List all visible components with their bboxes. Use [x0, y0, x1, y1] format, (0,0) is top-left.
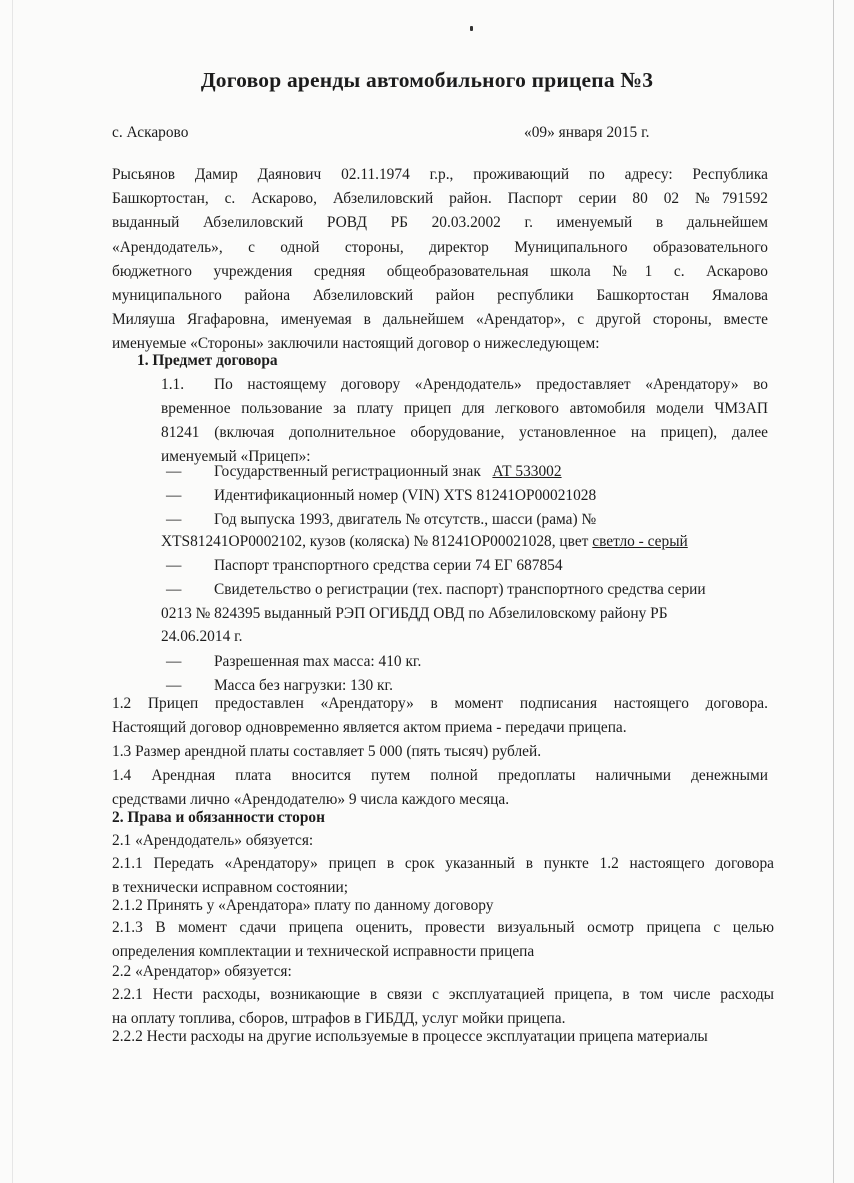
color-value: светло - серый	[592, 533, 688, 550]
chassis-text: XTS81241OP0002102, кузов (коляска) № 81241OP00021028, цвет	[161, 533, 589, 550]
cert-line3: 24.06.2014 г.	[161, 628, 243, 645]
max-mass-line	[166, 650, 421, 674]
p211-text: в технически исправном состоянии;	[112, 879, 349, 897]
section2-heading: 2. Права и обязанности сторон	[112, 809, 325, 826]
p22-paragraph: 2.2 «Арендатор» обязуется:	[112, 963, 292, 980]
p21-paragraph: 2.1 «Арендодатель» обязуется:	[112, 832, 314, 849]
year-text: Год выпуска 1993, двигатель № отсутств., шасси (рама) №	[214, 511, 597, 528]
chassis-line	[161, 530, 688, 554]
p11-line	[214, 373, 768, 397]
empty-mass-text: Масса без нагрузки: 130 кг.	[214, 677, 393, 694]
contract-place: с. Аскарово	[112, 124, 189, 141]
p13-paragraph: 1.3 Размер арендной платы составляет 5 000 (пять тысяч) рублей.	[112, 743, 542, 760]
dash-mark: —	[166, 557, 182, 574]
max-mass-text: Разрешенная max масса: 410 кг.	[214, 653, 422, 670]
p212-paragraph: 2.1.2 Принять у «Арендатора» плату по данному договору	[112, 897, 494, 914]
p11-text: 81241 (включая дополнительное оборудование, установленное на прицеп), далее	[161, 424, 768, 442]
intro-line: именуемые «Стороны» заключили настоящий договор о нижеследующем:	[112, 335, 600, 353]
p11-text: По настоящему договору «Арендодатель» предоставляет «Арендатору» во	[214, 376, 768, 393]
scan-edge-right	[833, 0, 834, 1183]
cert-text: Свидетельство о регистрации (тех. паспорт) транспортного средства серии	[214, 581, 706, 598]
dash-mark: —	[166, 677, 182, 694]
p221-text: на оплату топлива, сборов, штрафов в ГИБДД, услуг мойки прицепа.	[112, 1010, 566, 1028]
p11-continuation	[161, 397, 768, 470]
p213-paragraph	[112, 916, 774, 964]
intro-line: выданный Абзелиловский РОВД РБ 20.03.2002 г. именуемый в дальнейшем	[112, 214, 768, 232]
cert-line	[166, 578, 706, 602]
passport-line	[166, 554, 563, 578]
cert-line2: 0213 № 824395 выданный РЭП ОГИБДД ОВД по Абзелиловскому району РБ	[161, 605, 668, 622]
p12-paragraph	[112, 692, 768, 740]
p12-text: 1.2 Прицеп предоставлен «Арендатору» в момент подписания настоящего договора.	[112, 695, 768, 712]
year-line	[166, 508, 736, 532]
p213-text: определения комплектации и технической исправности прицепа	[112, 943, 535, 961]
reg-sign-value: АТ 533002	[492, 463, 562, 480]
dash-mark: —	[166, 653, 182, 670]
vin-line	[166, 484, 596, 508]
dash-mark: —	[166, 487, 182, 504]
p11-number: 1.1.	[161, 376, 185, 393]
scan-speck	[470, 26, 473, 31]
dash-mark: —	[166, 463, 182, 480]
intro-line: «Арендодатель», с одной стороны, директор Муниципального образовательного	[112, 238, 768, 256]
intro-line: Миляуша Ягафаровна, именуемая в дальнейшем «Арендатор», с другой стороны, вместе	[112, 311, 768, 329]
passport-text: Паспорт транспортного средства серии 74 ЕГ 687854	[214, 557, 563, 574]
reg-sign-line	[166, 460, 562, 484]
dash-mark: —	[166, 581, 182, 598]
intro-line: Рысьянов Дамир Даянович 02.11.1974 г.р., проживающий по адресу: Республика	[112, 166, 768, 183]
p222-paragraph: 2.2.2 Нести расходы на другие используемые в процессе эксплуатации прицепа материалы	[112, 1028, 708, 1045]
contract-date: «09» января 2015 г.	[524, 124, 650, 141]
p14-text: средствами лично «Арендодателю» 9 числа каждого месяца.	[112, 791, 510, 809]
vin-text: Идентификационный номер (VIN) XTS 81241OP00021028	[214, 487, 597, 504]
p211-text: 2.1.1 Передать «Арендатору» прицеп в срок указанный в пункте 1.2 настоящего договора	[112, 855, 774, 872]
p213-text: 2.1.3 В момент сдачи прицепа оценить, провести визуальный осмотр прицепа с целью	[112, 919, 774, 936]
p221-text: 2.2.1 Нести расходы, возникающие в связи с эксплуатацией прицепа, в том числе расходы	[112, 986, 774, 1003]
p12-text: Настоящий договор одновременно является актом приема - передачи прицепа.	[112, 719, 627, 737]
p11-text: временное пользование за плату прицеп для легкового автомобиля модели ЧМЗАП	[161, 400, 768, 417]
intro-line: муниципального района Абзелиловский район республики Башкортостан Ямалова	[112, 286, 768, 304]
scan-edge-left	[12, 0, 13, 1183]
p11-text: именуемый «Прицеп»:	[161, 448, 311, 466]
document-title: Договор аренды автомобильного прицепа №3	[200, 68, 654, 92]
p14-text: 1.4 Арендная плата вносится путем полной предоплаты наличными денежными	[112, 767, 768, 784]
dash-mark: —	[166, 511, 182, 528]
section1-heading: 1. Предмет договора	[137, 352, 278, 369]
intro-line: Башкортостан, с. Аскарово, Абзелиловский район. Паспорт серии 80 02 №791592	[112, 190, 768, 208]
intro-line: бюджетного учреждения средняя общеобразовательная школа №1 с. Аскарово	[112, 262, 768, 280]
reg-sign-label: Государственный регистрационный знак	[214, 463, 481, 480]
intro-paragraph	[112, 163, 768, 357]
